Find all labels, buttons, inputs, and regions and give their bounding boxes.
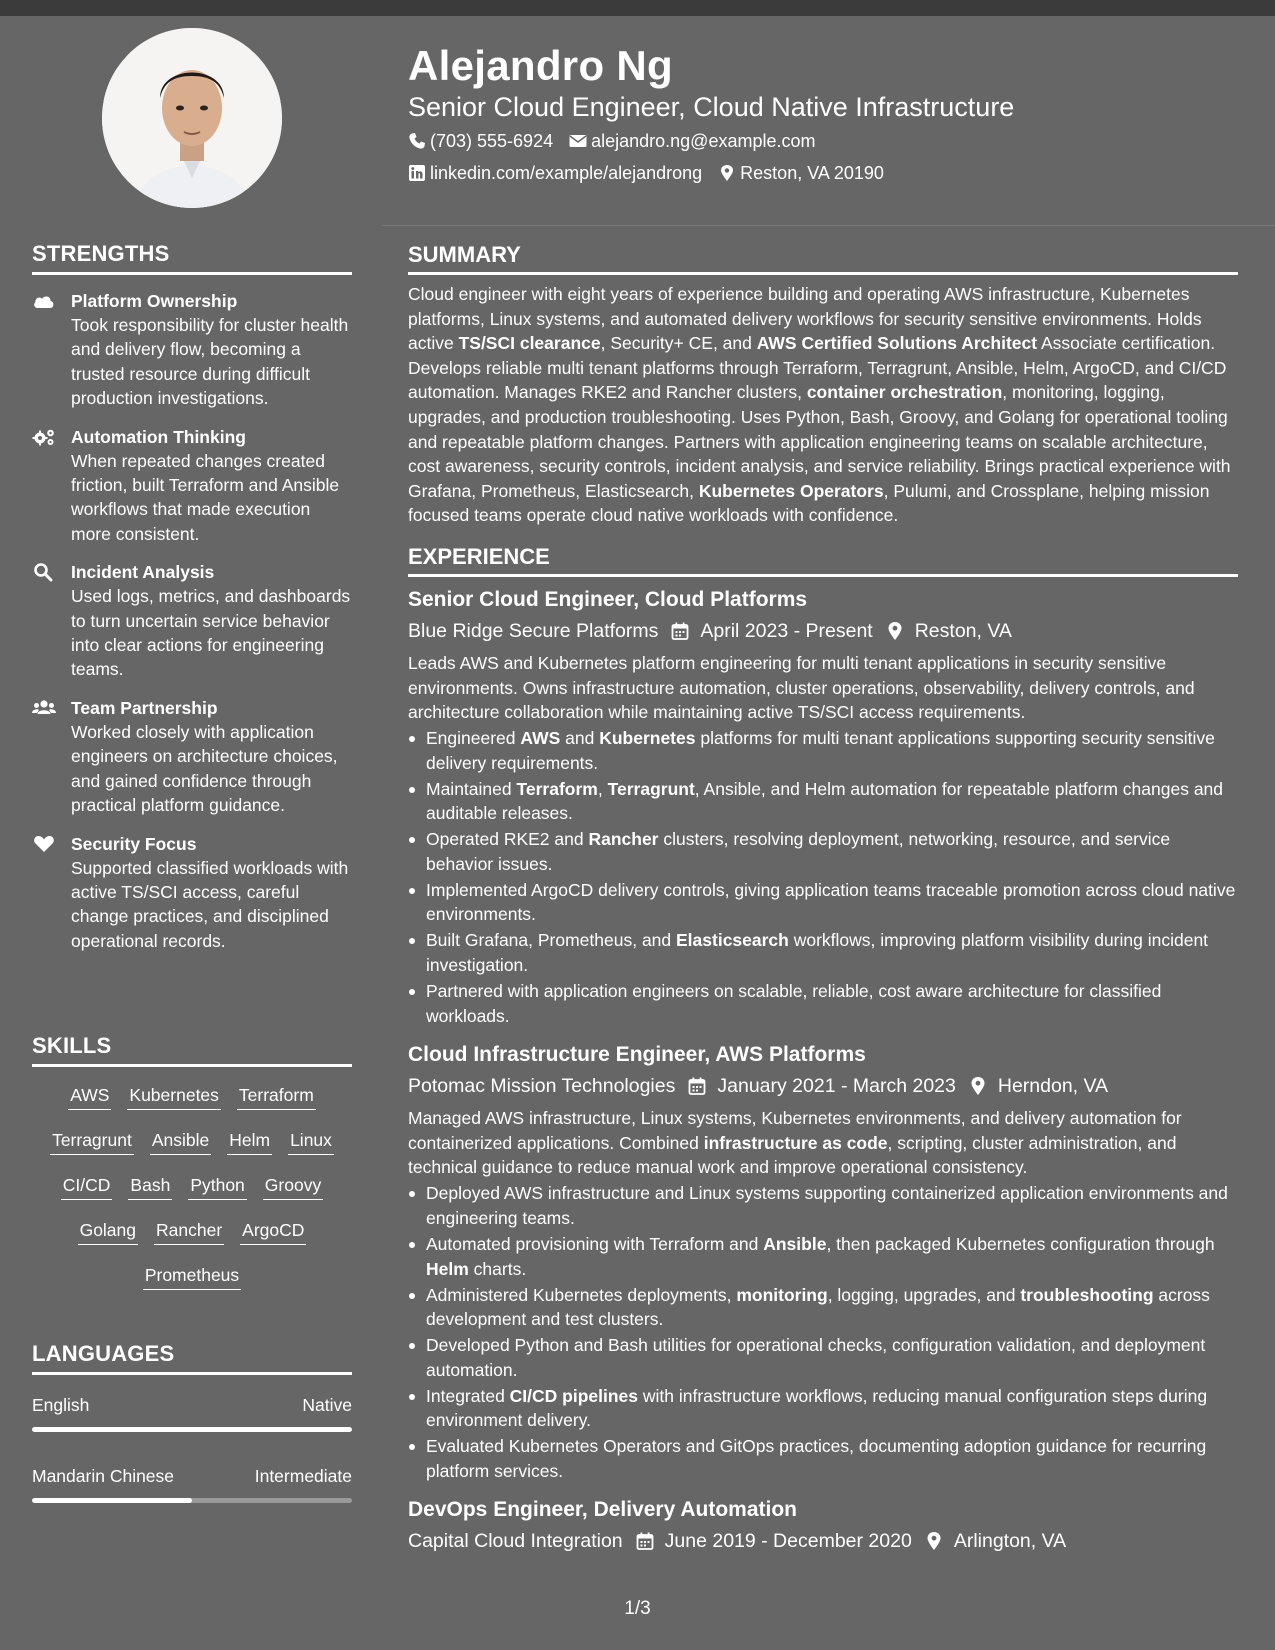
job-title: Cloud Infrastructure Engineer, AWS Platforms <box>408 1043 866 1067</box>
job-title: Senior Cloud Engineer, Cloud Platforms <box>408 587 808 611</box>
skill-row <box>32 1212 352 1257</box>
job-entry <box>408 1040 1238 1483</box>
bullet-item: Automated provisioning with Terraform and Ansible, then packaged Kubernetes configuration through Helm charts. <box>408 1232 1238 1281</box>
map-pin-icon <box>873 621 915 641</box>
languages-section <box>32 1341 352 1503</box>
skill-tag: Rancher <box>154 1218 224 1245</box>
contact-email[interactable] <box>569 126 815 156</box>
job-location: Reston, VA <box>914 619 1012 642</box>
skill-row <box>32 1167 352 1212</box>
job-company: Capital Cloud Integration <box>408 1530 623 1553</box>
skill-tag: Kubernetes <box>127 1083 221 1110</box>
bullet-item: Integrated CI/CD pipelines with infrastructure workflows, reducing manual configuration steps during environment delivery. <box>408 1384 1238 1433</box>
phone-icon <box>408 132 426 150</box>
skill-tag: Groovy <box>263 1173 323 1200</box>
candidate-name: Alejandro Ng <box>408 42 673 89</box>
strength-item <box>32 832 352 954</box>
bullet-item: Maintained Terraform, Terragrunt, Ansible, and Helm automation for repeatable platform changes and auditable releases. <box>408 777 1238 826</box>
search-icon <box>32 562 56 582</box>
candidate-title: Senior Cloud Engineer, Cloud Native Infrastructure <box>408 92 1015 122</box>
skill-tag: Bash <box>128 1173 172 1200</box>
job-description: Managed AWS infrastructure, Linux systems, Kubernetes environments, and delivery automation for containerized applications. Combined infrastructure as code, scripting, cluster administration, and technical guidance to reduce manual work and improve operational consistency. <box>408 1108 1182 1178</box>
strength-title: Incident Analysis <box>71 562 215 583</box>
skill-row <box>32 1077 352 1122</box>
job-company: Potomac Mission Technologies <box>408 1075 676 1098</box>
skill-row <box>32 1122 352 1167</box>
phone-text: (703) 555-6924 <box>430 131 554 151</box>
page-indicator: 1/3 <box>624 1598 651 1619</box>
job-dates: June 2019 - December 2020 <box>664 1530 912 1553</box>
skill-tag: AWS <box>68 1083 111 1110</box>
strength-title: Platform Ownership <box>71 291 238 311</box>
bullet-item: Developed Python and Bash utilities for operational checks, configuration validation, and deployment automation. <box>408 1333 1238 1382</box>
bullet-item: Deployed AWS infrastructure and Linux systems supporting containerized application environments and engineering teams. <box>408 1181 1238 1230</box>
job-company: Blue Ridge Secure Platforms <box>408 619 659 642</box>
map-pin-icon <box>718 164 736 182</box>
strength-item <box>32 696 352 818</box>
resume-header <box>408 40 1238 188</box>
location-text: Reston, VA 20190 <box>740 163 884 183</box>
users-icon <box>32 698 56 718</box>
experience-heading: EXPERIENCE <box>408 542 1238 577</box>
skill-row <box>32 1257 352 1302</box>
summary-heading: SUMMARY <box>408 240 1238 275</box>
strength-title: Team Partnership <box>71 697 218 718</box>
skill-tag: Golang <box>78 1218 138 1245</box>
job-dates: January 2021 - March 2023 <box>717 1075 956 1098</box>
linkedin-text: linkedin.com/example/alejandrong <box>430 163 703 183</box>
bullet-item: Partnered with application engineers on scalable, reliable, cost aware architecture for classified workloads. <box>408 979 1238 1028</box>
summary-text: Cloud engineer with eight years of experience building and operating AWS infrastructure, Kubernetes platforms, Linux systems, and automated delivery workflows for security sensitive environments. Holds active TS/SCI clearance, Security+ CE, and AWS Certified Solutions Architect Associate certification. Develops reliable multi tenant platforms through Terraform, Terragrunt, Ansible, Helm, ArgoCD, and CI/CD automation. Manages RKE2 and Rancher clusters, container orchestration, monitoring, logging, upgrades, and production troubleshooting. Uses Python, Bash, Groovy, and Golang for operational tooling and repeatable platform changes. Partners with application engineering teams on scalable architecture, cost awareness, security controls, incident analysis, and service reliability. Brings practical experience with Grafana, Prometheus, Elasticsearch, Kubernetes Operators, Pulumi, and Crossplane, helping mission focused teams operate cloud native workloads with confidence. <box>408 284 1231 526</box>
contact-linkedin[interactable] <box>408 158 702 188</box>
job-entry <box>408 585 1238 1028</box>
language-name: Mandarin Chinese <box>32 1466 175 1486</box>
bullet-item: Evaluated Kubernetes Operators and GitOps practices, documenting adoption guidance for recurring platform services. <box>408 1434 1238 1483</box>
strength-item <box>32 425 352 547</box>
skill-tag: Linux <box>288 1128 334 1155</box>
language-proficiency-bar <box>32 1427 352 1432</box>
skill-tag: Helm <box>227 1128 272 1155</box>
profile-photo <box>102 28 282 208</box>
strengths-heading: STRENGTHS <box>32 241 352 275</box>
job-bullets <box>408 726 1238 1028</box>
cloud-icon <box>32 291 56 311</box>
linkedin-icon <box>408 164 426 182</box>
gears-icon <box>32 427 56 447</box>
email-text: alejandro.ng@example.com <box>591 131 816 151</box>
strength-desc: Supported classified workloads with active TS/SCI access, careful change practices, and disciplined operational records. <box>71 857 349 951</box>
bullet-item: Engineered AWS and Kubernetes platforms for multi tenant applications supporting security sensitive delivery requirements. <box>408 726 1238 775</box>
calendar-icon <box>623 1531 665 1551</box>
languages-heading: LANGUAGES <box>32 1341 352 1375</box>
strength-desc: Used logs, metrics, and dashboards to turn uncertain service behavior into clear actions for engineering teams. <box>71 586 351 680</box>
bullet-item: Administered Kubernetes deployments, monitoring, logging, upgrades, and troubleshooting across development and test clusters. <box>408 1283 1238 1332</box>
job-title: DevOps Engineer, Delivery Automation <box>408 1498 797 1522</box>
job-dates: April 2023 - Present <box>700 619 873 642</box>
strength-desc: Worked closely with application engineers on architecture choices, and gained confidence through practical platform guidance. <box>71 721 338 816</box>
language-proficiency-bar <box>32 1498 352 1503</box>
bullet-item: Implemented ArgoCD delivery controls, giving application teams traceable promotion across cloud native environments. <box>408 878 1238 927</box>
header-divider <box>382 225 1275 226</box>
top-bar <box>0 0 1275 16</box>
language-level: Intermediate <box>254 1466 352 1486</box>
contact-location <box>718 158 884 188</box>
skills-heading: SKILLS <box>32 1033 352 1067</box>
strength-title: Security Focus <box>71 833 197 854</box>
skill-tag: Prometheus <box>143 1263 241 1290</box>
language-proficiency-fill <box>32 1498 192 1503</box>
contact-phone <box>408 126 553 156</box>
map-pin-icon <box>912 1531 954 1551</box>
job-location: Arlington, VA <box>953 1530 1067 1553</box>
language-level: Native <box>302 1395 352 1415</box>
job-location: Herndon, VA <box>997 1075 1109 1098</box>
language-item <box>32 1464 352 1503</box>
calendar-icon <box>658 621 700 641</box>
skill-tag: ArgoCD <box>240 1218 306 1245</box>
experience-list <box>408 585 1238 1558</box>
strengths-section <box>32 241 352 953</box>
job-entry <box>408 1495 1238 1557</box>
strength-desc: Took responsibility for cluster health and delivery flow, becoming a trusted resource during difficult production investigations. <box>71 315 349 409</box>
strength-item <box>32 560 352 682</box>
bullet-item: Built Grafana, Prometheus, and Elasticsearch workflows, improving platform visibility during incident investigation. <box>408 928 1238 977</box>
contact-row <box>408 126 1238 156</box>
job-meta <box>408 1525 1238 1557</box>
language-proficiency-fill <box>32 1427 352 1432</box>
skill-tag: Terraform <box>237 1083 316 1110</box>
job-bullets <box>408 1181 1238 1483</box>
skill-tag: Ansible <box>150 1128 211 1155</box>
contact-row <box>408 158 1238 188</box>
skills-section <box>32 1033 352 1302</box>
bullet-item: Operated RKE2 and Rancher clusters, resolving deployment, networking, resource, and service behavior issues. <box>408 827 1238 876</box>
job-meta <box>408 1070 1238 1102</box>
skill-tag: Terragrunt <box>50 1128 134 1155</box>
envelope-icon <box>569 132 587 150</box>
job-meta <box>408 615 1238 647</box>
map-pin-icon <box>956 1076 998 1096</box>
main-content <box>408 240 1238 1557</box>
skills-list <box>32 1077 352 1302</box>
strength-desc: When repeated changes created friction, built Terraform and Ansible workflows that made execution more consistent. <box>71 450 340 544</box>
heart-icon <box>32 834 56 854</box>
skill-tag: CI/CD <box>61 1173 113 1200</box>
strength-item <box>32 289 352 411</box>
language-name: English <box>32 1395 90 1415</box>
language-item <box>32 1393 352 1432</box>
skill-tag: Python <box>188 1173 246 1200</box>
calendar-icon <box>675 1076 717 1096</box>
job-description: Leads AWS and Kubernetes platform engineering for multi tenant applications in security sensitive environments. Owns infrastructure automation, cluster operations, observability, delivery controls, and architecture collaboration while maintaining active TS/SCI access requirements. <box>408 652 1195 723</box>
strength-title: Automation Thinking <box>71 426 246 447</box>
